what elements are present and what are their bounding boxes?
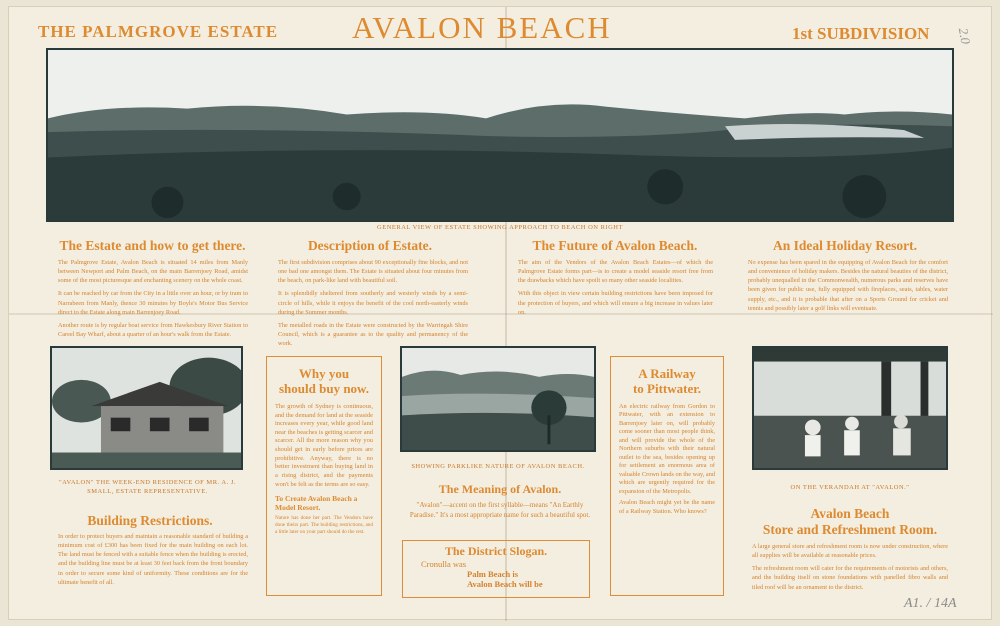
refreshment-heading-1: Avalon Beach (810, 506, 890, 521)
why-buy-subtitle: To Create Avalon Beach a Model Resort. (275, 494, 358, 513)
meaning-heading: The Meaning of Avalon. (438, 482, 562, 496)
page-title: AVALON BEACH (352, 10, 612, 45)
railway-title-1: A Railway (638, 366, 696, 381)
slogan-title: The District Slogan. (444, 544, 548, 558)
holiday-text (748, 258, 948, 317)
future-heading: The Future of Avalon Beach. (532, 238, 698, 253)
estate-name: THE PALMGROVE ESTATE (38, 22, 279, 41)
residence-photo (50, 346, 243, 470)
description-text (278, 258, 468, 352)
residence-caption: "AVALON" THE WEEK-END RESIDENCE OF MR. A. J. SMALL, ESTATE REPRESENTATIVE. (58, 479, 237, 496)
railway-text: An electric railway from Gordon to Pittwater, with an extension to Barrenjoey later on, will probably come sooner than most people think, and will provide the whole of the Northern suburbs with their natural outlet to the sea, besides opening up for settlement an enormous area of valuable Crown lands on the way, and which are urgently required for the expansion of the Metropolis. (619, 402, 715, 495)
building-paragraph-1: In order to protect buyers and maintain a reasonable standard of building a minimum cost of £300 has been fixed for the main building on each lot. The land must be fenced with a suitable fence when the building is erected, and the building line must be at least 30 feet back from the front boundary in order to secure some kind of uniformity. These conditions are for the ultimate benefit of all. (58, 533, 248, 586)
slogan-line-1: Cronulla was (421, 558, 467, 569)
panorama-caption: GENERAL VIEW OF ESTATE SHOWING APPROACH TO BEACH ON RIGHT (377, 224, 623, 231)
why-buy-title-1: Why you (298, 366, 350, 381)
estate-paragraph-2: It can be reached by car from the City in a little over an hour, or by tram to Narrabeen from Manly, thence 30 minutes by Boyle's Motor Bus Service direct to the Estate along main Barrenjoey Road. (58, 290, 248, 316)
estate-paragraph-1: The Palmgrove Estate, Avalon Beach is situated 14 miles from Manly between Newport and Palm Beach, on the main Barrenjoey Road, amidst some of the most picturesque and enchanting scenery on the whole coast. (58, 259, 248, 285)
building-heading: Building Restrictions. (87, 513, 213, 528)
why-buy-text: The growth of Sydney is continuous, and the demand for land at the seaside increases every year, while good land near the beaches is getting scarcer and scarcer. All the more reason why you should get in early before prices are prohibitive. Anyway, there is no better investment than buying land in a rising district, and the payments won't be felt as the terms are so easy. (275, 402, 373, 488)
estate-text (58, 258, 248, 343)
subdivision-label: 1st SUBDIVISION (792, 24, 930, 43)
railway-title-2: to Pittwater. (632, 380, 702, 396)
slogan-line-2: Palm Beach is (467, 568, 518, 579)
verandah-caption: ON THE VERANDAH AT "AVALON." (790, 484, 910, 491)
why-buy-box (266, 356, 382, 596)
refreshment-paragraph-2: The refreshment room will cater for the requirements of motorists and others, and the building itself on stone foundations with panelled fibro walls and tiled roof will be an ornament to the district. (752, 565, 948, 591)
parkland-photo (400, 346, 596, 452)
pencil-annotation-bottom: A1. / 14A (904, 596, 957, 611)
pencil-annotation-top: 2.0 (955, 26, 974, 46)
slogan-box (402, 540, 590, 598)
why-buy-subtext: Nature has done her part. The Vendors have done theirs part. The building restrictions, and a little later on your part should do the rest. (275, 515, 373, 536)
future-paragraph-2: With this object in view certain building restrictions have been imposed for the protection of buyers, and which will ensure a big increase in values later on. (518, 290, 713, 316)
building-text (58, 532, 248, 591)
why-buy-title-2: should buy now. (279, 380, 369, 396)
future-paragraph-1: The aim of the Vendors of the Avalon Beach Estates—of which the Palmgrove Estate forms part—is to create a model seaside resort free from the drawbacks which have spoilt so many other seaside localities. (518, 259, 713, 285)
verandah-photo (752, 346, 948, 470)
refreshment-heading-2: Store and Refreshment Room. (762, 522, 938, 537)
meaning-text: "Avalon"—accent on the first syllable—means "An Earthly Paradise." It's a most appropriate name for such a beautiful spot. (409, 501, 591, 520)
estate-paragraph-3: Another route is by regular boat service from Hawkesbury River Station to Careel Bay Wharf, about a quarter of an hour's walk from the Estate. (58, 321, 248, 338)
refreshment-paragraph-1: A large general store and refreshment room is now under construction, where all supplies will be available at reasonable prices. (752, 543, 948, 560)
holiday-heading: An Ideal Holiday Resort. (772, 238, 917, 253)
holiday-paragraph-1: No expense has been spared in the equipping of Avalon Beach for the comfort and convenience of holiday makers. Besides the natural beauties of the district, probably unequalled in the Commonwealth, numerous parks and reserves have been given for public use, fully equipped with fireplaces, seats, tables, water supply, etc., and it is probable that after on a Sports Ground for cricket and tennis and possibly later a golf links will eventuate. (748, 259, 948, 312)
description-paragraph-3: The metalled roads in the Estate were constructed by the Warringah Shire Council, which is a guarantee as to the quality and permanency of the work. (278, 321, 468, 347)
description-paragraph-1: The first subdivision comprises about 90 exceptionally fine blocks, and not one bad one amongst them. The Estate is situated about four minutes from the beach, on park-like land with beautiful soil. (278, 259, 468, 285)
refreshment-text (752, 542, 948, 596)
future-text (518, 258, 713, 321)
slogan-line-3: Avalon Beach will be (467, 578, 543, 589)
parkland-caption: SHOWING PARKLIKE NATURE OF AVALON BEACH. (411, 463, 585, 470)
estate-heading: The Estate and how to get there. (59, 238, 246, 253)
description-heading: Description of Estate. (307, 238, 433, 253)
panorama-photo (46, 48, 954, 222)
railway-text-2: Avalon Beach might yet be the name of a Railway Station. Who knows? (619, 499, 715, 515)
description-paragraph-2: It is splendidly sheltered from southerly and westerly winds by a semi-circle of hills, while it enjoys the benefit of the cool north-easterly winds during the Summer months. (278, 290, 468, 316)
railway-box (610, 356, 724, 596)
